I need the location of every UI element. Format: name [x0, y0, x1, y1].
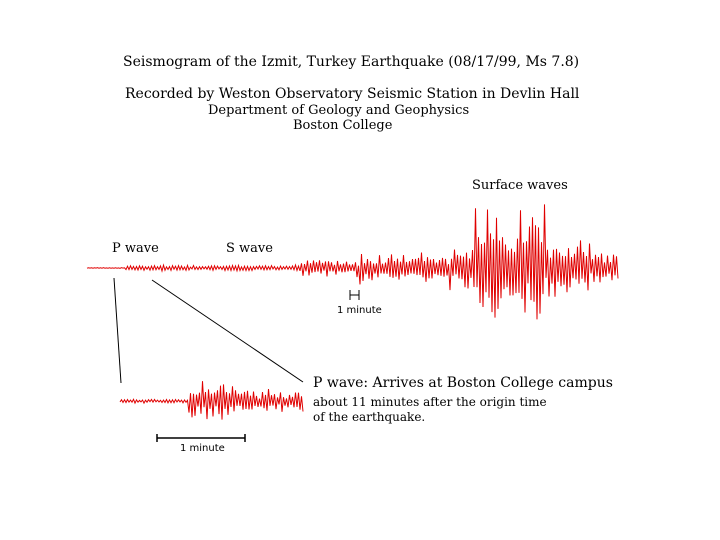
- institution-name: Boston College: [293, 118, 393, 133]
- diagram-title: Seismogram of the Izmit, Turkey Earthquake (08/17/99, Ms 7.8): [123, 54, 580, 70]
- department-name: Department of Geology and Geophysics: [208, 103, 470, 118]
- main-scale-label: 1 minute: [337, 305, 382, 316]
- recording-station: Recorded by Weston Observatory Seismic Station in Devlin Hall: [125, 86, 580, 102]
- zoom-connector-right: [152, 280, 303, 382]
- p-wave-label: P wave: [112, 241, 159, 256]
- p-wave-note-line: about 11 minutes after the origin time: [313, 395, 547, 409]
- zoom-connector-left: [114, 278, 121, 383]
- main-scale-bar: [350, 290, 359, 300]
- p-wave-note-heading: P wave: Arrives at Boston College campus: [313, 375, 613, 391]
- surface-waves-label: Surface waves: [472, 178, 568, 193]
- p-wave-note-line: of the earthquake.: [313, 410, 426, 424]
- s-wave-label: S wave: [226, 241, 273, 256]
- inset-scale-label: 1 minute: [180, 443, 225, 454]
- inset-scale-bar: [157, 434, 245, 442]
- main-seismogram-trace: [87, 204, 618, 319]
- p-wave-inset-trace: [120, 381, 303, 419]
